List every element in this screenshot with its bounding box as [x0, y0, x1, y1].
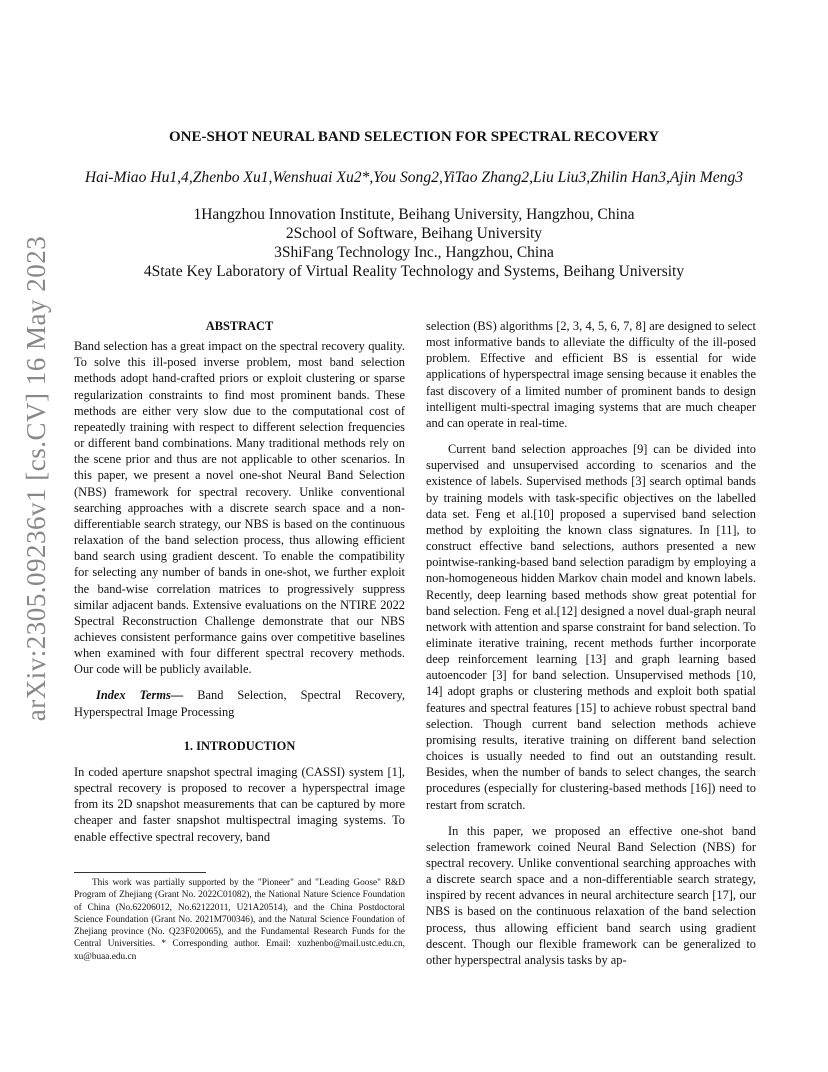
introduction-heading: 1. INTRODUCTION — [183, 738, 296, 753]
introduction-text: In coded aperture snapshot spectral imaging (CASSI) system [1], spectral recovery is proposed to recover a hyperspectral image from its 2D snapshot measurements that can be captured by more cheaper and faster snapshot multispectral imaging systems. To enable effective spectral recovery, band — [74, 764, 405, 844]
arxiv-side-identifier — [16, 235, 58, 721]
affiliation-1: 1Hangzhou Innovation Institute, Beihang University, Hangzhou, China — [193, 206, 635, 223]
arxiv-id-text: arXiv:2305.09236v1 [cs.CV] 16 May 2023 — [21, 235, 52, 721]
index-terms-label: Index Terms— — [96, 688, 184, 703]
abstract-heading: ABSTRACT — [205, 319, 274, 333]
intro-paragraph-2: Current band selection approaches [9] can be divided into supervised and unsupervised according to scenarios and the existence of labels. Supervised methods [3] search optimal bands by training models with task-specific objectives on the labelled data set. Feng et al.[10] proposed a supervised band selection method by exploiting the known class signatures. In [11], to construct effective band selections, authors presented a new pointwise-ranking-based band selection paradigm by employing a non-homogeneous hidden Markov chain model and known labels. Recently, deep learning based methods show great potential for band selection. Feng et al.[12] designed a novel dual-graph neural network with attention and sparse constraint for band selection. To eliminate iterative training, recent methods further incorporate deep reinforcement learning [13] and graph learning based autoencoder [3] for band selection. Unsupervised methods [10, 14] adopt graphs or clustering methods and exploit both spatial features and spectral features [15] to achieve robust spectral band selection. Though current band selection methods achieve promising results, iterative training on different band selection choices is usually needed to find out an outstanding result. Besides, when the number of bands to select changes, the search procedures (especially for clustering-based methods [16]) need to restart from scratch. — [426, 442, 756, 812]
affiliation-3: 3ShiFang Technology Inc., Hangzhou, China — [274, 244, 554, 261]
index-terms — [74, 687, 405, 719]
author-list: Hai-Miao Hu1,4,Zhenbo Xu1,Wenshuai Xu2*,You Song2,YiTao Zhang2,Liu Liu3,Zhilin Han3,Ajin Meng3 — [84, 169, 744, 186]
index-terms-text: Band Selection, Spectral Recovery, Hyperspectral Image Processing — [74, 688, 405, 719]
footnote-rule — [74, 872, 206, 873]
affiliation-4: 4State Key Laboratory of Virtual Reality Technology and Systems, Beihang University — [143, 263, 685, 280]
right-column — [426, 318, 756, 968]
affiliations — [0, 205, 828, 281]
paper-title: ONE-SHOT NEURAL BAND SELECTION FOR SPECTRAL RECOVERY — [168, 129, 660, 145]
funding-footnote: This work was partially supported by the "Pioneer" and "Leading Goose" R&D Program of Zhejiang (Grant No. 2022C01082), the National Nature Science Foundation of China (No.62206012, No.62122011, U21A20514), and the China Postdoctoral Science Foundation (Grant No. 2021M700346), and the Natural Science Foundation of Zhejiang province (No. Q23F020065), and the Fundamental Research Funds for the Central Universities. * Corresponding author. Email: xuzhenbo@mail.ustc.edu.cn, xu@buaa.edu.cn — [74, 878, 405, 962]
left-column — [74, 318, 405, 845]
abstract-text: Band selection has a great impact on the spectral recovery quality. To solve this ill-posed inverse problem, most band selection methods adopt hand-crafted priors or exploit clustering or sparse regularization constraints to find most prominent bands. These methods are either very slow due to the computational cost of repeatedly training with respect to different selection frequencies or different band combinations. Many traditional methods rely on the scene prior and thus are not applicable to other scenarios. In this paper, we present a novel one-shot Neural Band Selection (NBS) framework for spectral recovery. Unlike conventional searching approaches with a discrete search space and a non-differentiable search strategy, our NBS is based on the continuous relaxation of the band selection process, thus allowing efficient band search using gradient descent. To enable the compatibility for selecting any number of bands in one-shot, we further exploit the band-wise correlation matrices to progressively suppress similar adjacent bands. Extensive evaluations on the NTIRE 2022 Spectral Reconstruction Challenge demonstrate that our NBS achieves consistent performance gains over competitive baselines when examined with four different spectral recovery methods. Our code will be publicly available. — [74, 339, 405, 677]
intro-paragraph-3: In this paper, we proposed an effective one-shot band selection framework coined Neural Band Selection (NBS) for spectral recovery. Unlike conventional searching approaches with a discrete search space and a non-differentiable search strategy, inspired by recent advances in neural architecture search [17], our NBS is based on the continuous relaxation of the band selection process, thus allowing efficient band search using gradient descent. Though our flexible framework can be generalized to other hyperspectral analysis tasks by ap- — [426, 823, 756, 967]
intro-paragraph-1: selection (BS) algorithms [2, 3, 4, 5, 6, 7, 8] are designed to select most informative bands to alleviate the difficulty of the ill-posed problem. Effective and efficient BS is essential for wide applications of hyperspectral image sensing because it enables the fast discovery of a limited number of prominent bands to design intelligent multi-spectral imaging systems that are much cheaper and can operate in real-time. — [426, 319, 756, 430]
affiliation-2: 2School of Software, Beihang University — [285, 225, 543, 242]
